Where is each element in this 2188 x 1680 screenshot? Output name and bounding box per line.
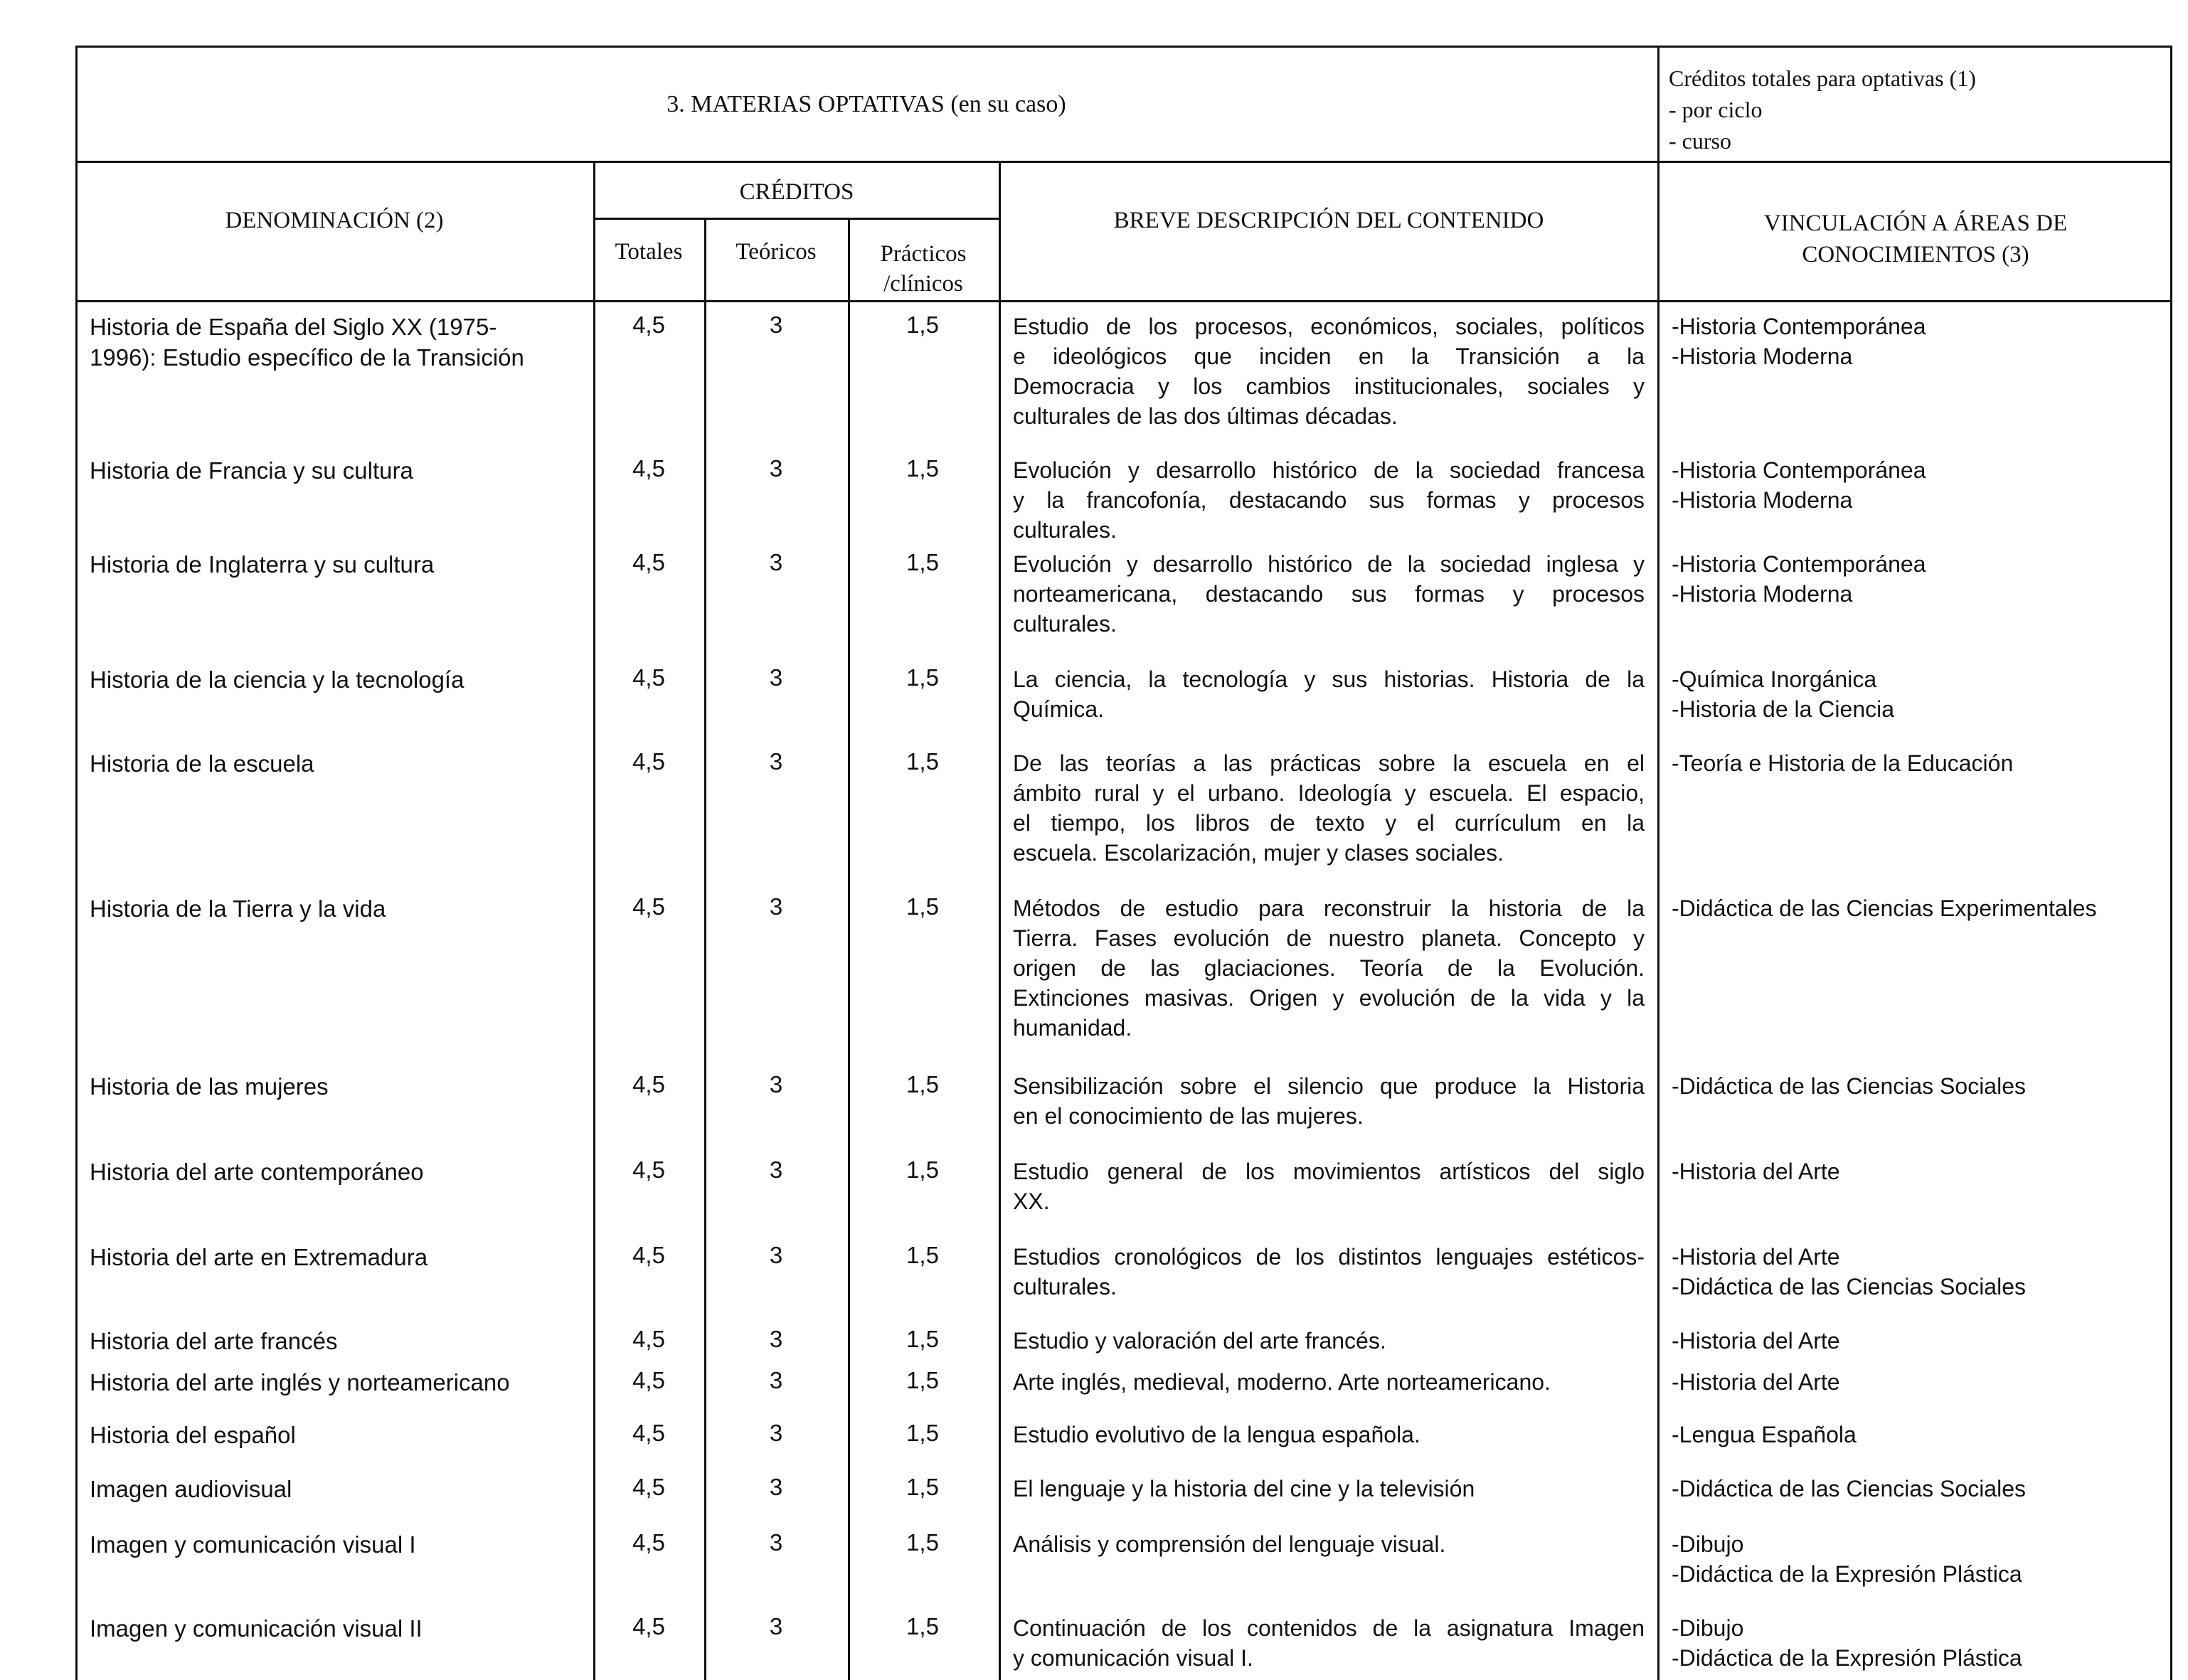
- row-description-line: Estudio y valoración del arte francés.: [1013, 1328, 1386, 1354]
- colhead-creditos: CRÉDITOS: [739, 179, 854, 205]
- row-name-line: Imagen audiovisual: [90, 1476, 292, 1502]
- row-description-line: Estudio general de los movimientos artísticos del siglo: [1013, 1159, 1645, 1184]
- colhead-practicos-line2: /clínicos: [883, 271, 963, 297]
- row-description-line: Química.: [1013, 696, 1105, 722]
- row-description-line: humanidad.: [1013, 1015, 1132, 1041]
- row-teoricos: 3: [769, 1367, 783, 1393]
- row-name-line: Historia de la Tierra y la vida: [90, 895, 386, 922]
- row-areas: [1672, 1613, 2170, 1673]
- row-description: [1013, 312, 1645, 431]
- row-name-line: Imagen y comunicación visual II: [90, 1615, 423, 1642]
- row-areas-line: -Historia Moderna: [1672, 344, 1853, 369]
- row-practicos: 1,5: [906, 664, 939, 691]
- row-areas: [1672, 1071, 2170, 1101]
- row-teoricos: 3: [769, 1613, 783, 1639]
- row-areas: [1672, 1474, 2170, 1504]
- row-teoricos: 3: [769, 748, 783, 775]
- row-name: [90, 1613, 588, 1644]
- row-areas-line: -Historia del Arte: [1672, 1159, 1840, 1184]
- row-description-line: XX.: [1013, 1189, 1050, 1214]
- row-name: [90, 1529, 588, 1560]
- row-teoricos: 3: [769, 312, 783, 338]
- row-description-line: Sensibilización sobre el silencio que produce la Historia: [1013, 1073, 1645, 1099]
- row-name-line: Historia del arte inglés y norteamericano: [90, 1369, 510, 1395]
- row-teoricos: 3: [769, 1071, 783, 1097]
- row-practicos: 1,5: [906, 1420, 939, 1446]
- row-totales: 4,5: [632, 664, 665, 691]
- row-areas: [1672, 1529, 2170, 1589]
- row-areas-line: -Didáctica de las Ciencias Sociales: [1672, 1073, 2026, 1099]
- row-areas: [1672, 455, 2170, 515]
- credits-line: Créditos totales para optativas (1): [1669, 65, 1976, 91]
- rule-name-col: [593, 162, 595, 1680]
- row-description-line: e ideológicos que inciden en la Transición a la: [1013, 344, 1645, 369]
- row-name-line: Historia del español: [90, 1422, 296, 1448]
- row-teoricos: 3: [769, 1326, 783, 1352]
- row-teoricos: 3: [769, 1529, 783, 1556]
- row-name-line: 1996): Estudio específico de la Transición: [90, 344, 524, 371]
- row-name: [90, 1326, 588, 1356]
- colhead-descripcion: BREVE DESCRIPCIÓN DEL CONTENIDO: [1113, 208, 1544, 233]
- row-teoricos: 3: [769, 455, 783, 482]
- row-areas: [1672, 1367, 2170, 1397]
- row-areas: [1672, 549, 2170, 609]
- row-description-line: culturales.: [1013, 517, 1117, 543]
- row-name-line: Historia de España del Siglo XX (1975-: [90, 314, 497, 340]
- row-practicos: 1,5: [906, 748, 939, 775]
- row-description-line: culturales.: [1013, 1274, 1117, 1299]
- row-practicos: 1,5: [906, 1367, 939, 1393]
- row-areas-line: -Historia del Arte: [1672, 1369, 1840, 1395]
- credits-line: - por ciclo: [1669, 97, 1763, 122]
- row-areas-line: -Didáctica de las Ciencias Sociales: [1672, 1274, 2026, 1299]
- optional-credits-box: [1669, 63, 2167, 156]
- row-name: [90, 549, 588, 580]
- row-description: [1013, 1474, 1645, 1504]
- row-areas-line: -Historia Moderna: [1672, 581, 1853, 607]
- row-practicos: 1,5: [906, 1613, 939, 1639]
- row-totales: 4,5: [632, 1071, 665, 1097]
- row-name: [90, 1474, 588, 1504]
- row-practicos: 1,5: [906, 1326, 939, 1352]
- row-description: [1013, 455, 1645, 545]
- row-name: [90, 664, 588, 695]
- row-description-line: Métodos de estudio para reconstruir la historia de la: [1013, 895, 1645, 921]
- row-description-line: Continuación de los contenidos de la asignatura Imagen: [1013, 1615, 1645, 1641]
- row-areas-line: -Historia del Arte: [1672, 1244, 1840, 1270]
- row-name-line: Historia de Francia y su cultura: [90, 457, 413, 484]
- colhead-vinculacion-line1: VINCULACIÓN A ÁREAS DE: [1763, 211, 2068, 236]
- row-description: [1013, 549, 1645, 639]
- row-name-line: Historia del arte en Extremadura: [90, 1244, 428, 1270]
- row-description-line: y comunicación visual I.: [1013, 1645, 1253, 1671]
- row-description: [1013, 664, 1645, 724]
- row-practicos: 1,5: [906, 1242, 939, 1268]
- row-name: [90, 1071, 588, 1102]
- row-teoricos: 3: [769, 1420, 783, 1446]
- row-description-line: Estudio evolutivo de la lengua española.: [1013, 1422, 1420, 1447]
- row-description-line: La ciencia, la tecnología y sus historias. Historia de la: [1013, 666, 1645, 692]
- row-teoricos: 3: [769, 1474, 783, 1500]
- colhead-practicos-line1: Prácticos: [880, 241, 967, 267]
- row-areas-line: -Didáctica de la Expresión Plástica: [1672, 1645, 2022, 1671]
- row-teoricos: 3: [769, 549, 783, 575]
- row-description-line: culturales de las dos últimas décadas.: [1013, 403, 1398, 429]
- row-description-line: Arte inglés, medieval, moderno. Arte norteamericano.: [1013, 1369, 1551, 1395]
- row-description-line: origen de las glaciaciones. Teoría de la Evolución.: [1013, 955, 1645, 981]
- row-description-line: Tierra. Fases evolución de nuestro planeta. Concepto y: [1013, 925, 1645, 951]
- row-practicos: 1,5: [906, 893, 939, 920]
- row-description-line: ámbito rural y el urbano. Ideología y escuela. El espacio,: [1013, 780, 1645, 806]
- row-description: [1013, 893, 1645, 1043]
- row-teoricos: 3: [769, 1157, 783, 1183]
- row-practicos: 1,5: [906, 549, 939, 575]
- row-areas: [1672, 664, 2170, 724]
- row-areas: [1672, 893, 2170, 923]
- row-areas: [1672, 1420, 2170, 1450]
- row-areas-line: -Historia del Arte: [1672, 1328, 1840, 1354]
- row-description: [1013, 1420, 1645, 1450]
- row-description-line: culturales.: [1013, 611, 1117, 637]
- rule-colhead-bottom: [75, 300, 2172, 302]
- row-description: [1013, 1326, 1645, 1356]
- row-name: [90, 1420, 588, 1450]
- row-areas-line: -Didáctica de la Expresión Plástica: [1672, 1561, 2022, 1587]
- colhead-totales: Totales: [615, 239, 683, 265]
- rule-header-bottom: [75, 161, 2172, 163]
- row-description: [1013, 1071, 1645, 1131]
- row-totales: 4,5: [632, 1367, 665, 1393]
- row-practicos: 1,5: [906, 455, 939, 482]
- colhead-vinculacion: [1659, 208, 2172, 270]
- row-teoricos: 3: [769, 664, 783, 691]
- row-totales: 4,5: [632, 1420, 665, 1446]
- row-name: [90, 1157, 588, 1187]
- row-description-line: Análisis y comprensión del lenguaje visual.: [1013, 1531, 1446, 1557]
- row-areas-line: -Dibujo: [1672, 1615, 1744, 1641]
- row-description-line: en el conocimiento de las mujeres.: [1013, 1103, 1364, 1129]
- row-description-line: y la francofonía, destacando sus formas y procesos: [1013, 487, 1645, 513]
- row-description-line: Estudios cronológicos de los distintos lenguajes estéticos-: [1013, 1244, 1645, 1270]
- row-areas-line: -Química Inorgánica: [1672, 666, 1877, 692]
- row-areas-line: -Historia de la Ciencia: [1672, 696, 1895, 722]
- row-totales: 4,5: [632, 1474, 665, 1500]
- row-name: [90, 1367, 588, 1398]
- row-description-line: escuela. Escolarización, mujer y clases sociales.: [1013, 840, 1504, 866]
- colhead-vinculacion-line2: CONOCIMIENTOS (3): [1802, 242, 2029, 267]
- row-teoricos: 3: [769, 1242, 783, 1268]
- rule-teoricos-col: [848, 218, 850, 1680]
- rule-creditos-bottom: [593, 218, 1000, 220]
- row-name-line: Historia del arte francés: [90, 1328, 338, 1354]
- row-totales: 4,5: [632, 1613, 665, 1639]
- row-description-line: De las teorías a las prácticas sobre la escuela en el: [1013, 750, 1645, 776]
- row-areas: [1672, 1242, 2170, 1302]
- row-description: [1013, 1242, 1645, 1302]
- row-areas-line: -Historia Moderna: [1672, 487, 1853, 513]
- rule-practicos-col: [999, 162, 1001, 1680]
- row-totales: 4,5: [632, 1157, 665, 1183]
- rule-credits-col: [1657, 46, 1659, 1680]
- row-practicos: 1,5: [906, 1157, 939, 1183]
- row-areas-line: -Didáctica de las Ciencias Sociales: [1672, 1476, 2026, 1501]
- row-description-line: Extinciones masivas. Origen y evolución de la vida y la: [1013, 985, 1645, 1011]
- row-totales: 4,5: [632, 748, 665, 775]
- row-areas: [1672, 1157, 2170, 1186]
- row-totales: 4,5: [632, 549, 665, 575]
- colhead-practicos: [848, 239, 999, 299]
- row-name: [90, 455, 588, 486]
- row-areas-line: -Historia Contemporánea: [1672, 457, 1926, 483]
- row-description-line: Evolución y desarrollo histórico de la sociedad inglesa y: [1013, 551, 1645, 577]
- row-practicos: 1,5: [906, 1474, 939, 1500]
- row-name: [90, 748, 588, 779]
- row-totales: 4,5: [632, 1529, 665, 1556]
- section-title: 3. MATERIAS OPTATIVAS (en su caso): [667, 91, 1066, 117]
- row-name-line: Historia del arte contemporáneo: [90, 1159, 424, 1185]
- row-areas-line: -Historia Contemporánea: [1672, 551, 1926, 577]
- rule-totales-col: [704, 218, 706, 1680]
- row-totales: 4,5: [632, 1326, 665, 1352]
- row-description-line: Estudio de los procesos, económicos, sociales, políticos: [1013, 314, 1645, 339]
- colhead-denominacion: DENOMINACIÓN (2): [225, 208, 444, 233]
- row-name-line: Historia de las mujeres: [90, 1073, 329, 1100]
- row-totales: 4,5: [632, 312, 665, 338]
- row-description: [1013, 748, 1645, 868]
- colhead-teoricos: Teóricos: [735, 239, 817, 265]
- row-areas-line: -Dibujo: [1672, 1531, 1744, 1557]
- row-areas: [1672, 1326, 2170, 1356]
- row-description-line: Democracia y los cambios institucionales, sociales y: [1013, 373, 1645, 399]
- row-description: [1013, 1529, 1645, 1559]
- row-name: [90, 893, 588, 924]
- row-areas-line: -Teoría e Historia de la Educación: [1672, 750, 2014, 776]
- row-practicos: 1,5: [906, 1529, 939, 1556]
- row-practicos: 1,5: [906, 312, 939, 338]
- row-name-line: Historia de Inglaterra y su cultura: [90, 551, 435, 578]
- row-totales: 4,5: [632, 893, 665, 920]
- row-areas: [1672, 748, 2170, 778]
- row-description: [1013, 1157, 1645, 1216]
- row-name-line: Imagen y comunicación visual I: [90, 1531, 416, 1558]
- row-areas-line: -Historia Contemporánea: [1672, 314, 1926, 339]
- row-name: [90, 312, 588, 373]
- row-description: [1013, 1367, 1645, 1397]
- row-areas-line: -Didáctica de las Ciencias Experimentales: [1672, 895, 2097, 921]
- row-areas-line: -Lengua Española: [1672, 1422, 1857, 1447]
- row-practicos: 1,5: [906, 1071, 939, 1097]
- row-description-line: Evolución y desarrollo histórico de la sociedad francesa: [1013, 457, 1645, 483]
- row-name-line: Historia de la escuela: [90, 750, 314, 777]
- row-name: [90, 1242, 588, 1272]
- row-totales: 4,5: [632, 455, 665, 482]
- row-description-line: El lenguaje y la historia del cine y la televisión: [1013, 1476, 1475, 1501]
- row-teoricos: 3: [769, 893, 783, 920]
- row-totales: 4,5: [632, 1242, 665, 1268]
- row-areas: [1672, 312, 2170, 371]
- row-description-line: norteamericana, destacando sus formas y procesos: [1013, 581, 1645, 607]
- row-description-line: el tiempo, los libros de texto y el currículum en la: [1013, 810, 1645, 836]
- row-description: [1013, 1613, 1645, 1673]
- credits-line: - curso: [1669, 128, 1731, 154]
- row-name-line: Historia de la ciencia y la tecnología: [90, 666, 464, 693]
